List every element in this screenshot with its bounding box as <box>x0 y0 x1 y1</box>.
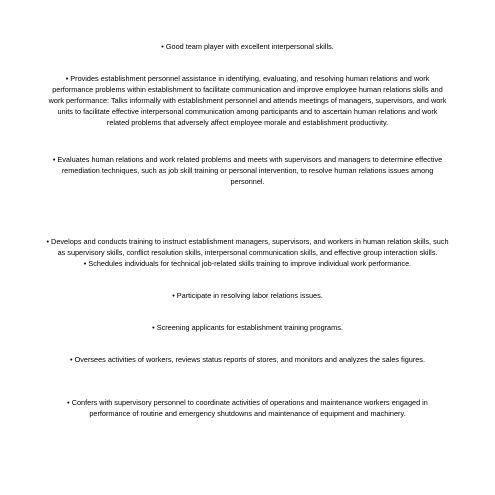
bullet-paragraph: • Develops and conducts training to instruct establishment managers, supervisors, and workers in human relation skills, such as supervisory skills, conflict resolution skills, interpersonal communication skills, and effective group interaction skills. <box>46 237 449 257</box>
bullet-paragraph: • Participate in resolving labor relations issues. <box>172 291 323 300</box>
bullet-paragraph: • Screening applicants for establishment training programs. <box>152 323 343 332</box>
bullet-paragraph: • Evaluates human relations and work related problems and meets with supervisors and managers to determine effective remediation techniques, such as job skill training or personal intervention, to resolve human relations issues among personnel. <box>52 155 443 186</box>
bullet-paragraph: • Provides establishment personnel assistance in identifying, evaluating, and resolving human relations and work performance problems within establishment to facilitate communication and improve employee human relations skills and work performance: Talks informally with establishment personnel and attends meetings of managers, supervisors, and work units to facilitate effective interpersonal communication among participants and to ascertain human relations and work related problems that adversely affect employee morale and establishment productivity. <box>48 74 447 127</box>
bullet-paragraph: • Schedules individuals for technical job-related skills training to improve individual work performance. <box>83 259 412 268</box>
bullet-paragraph: • Good team player with excellent interpersonal skills. <box>161 42 334 51</box>
bullet-paragraph: • Oversees activities of workers, reviews status reports of stores, and monitors and analyzes the sales figures. <box>70 355 425 364</box>
bullet-paragraph: • Confers with supervisory personnel to coordinate activities of operations and maintenance workers engaged in performance of routine and emergency shutdowns and maintenance of equipment and machinery. <box>67 398 428 418</box>
